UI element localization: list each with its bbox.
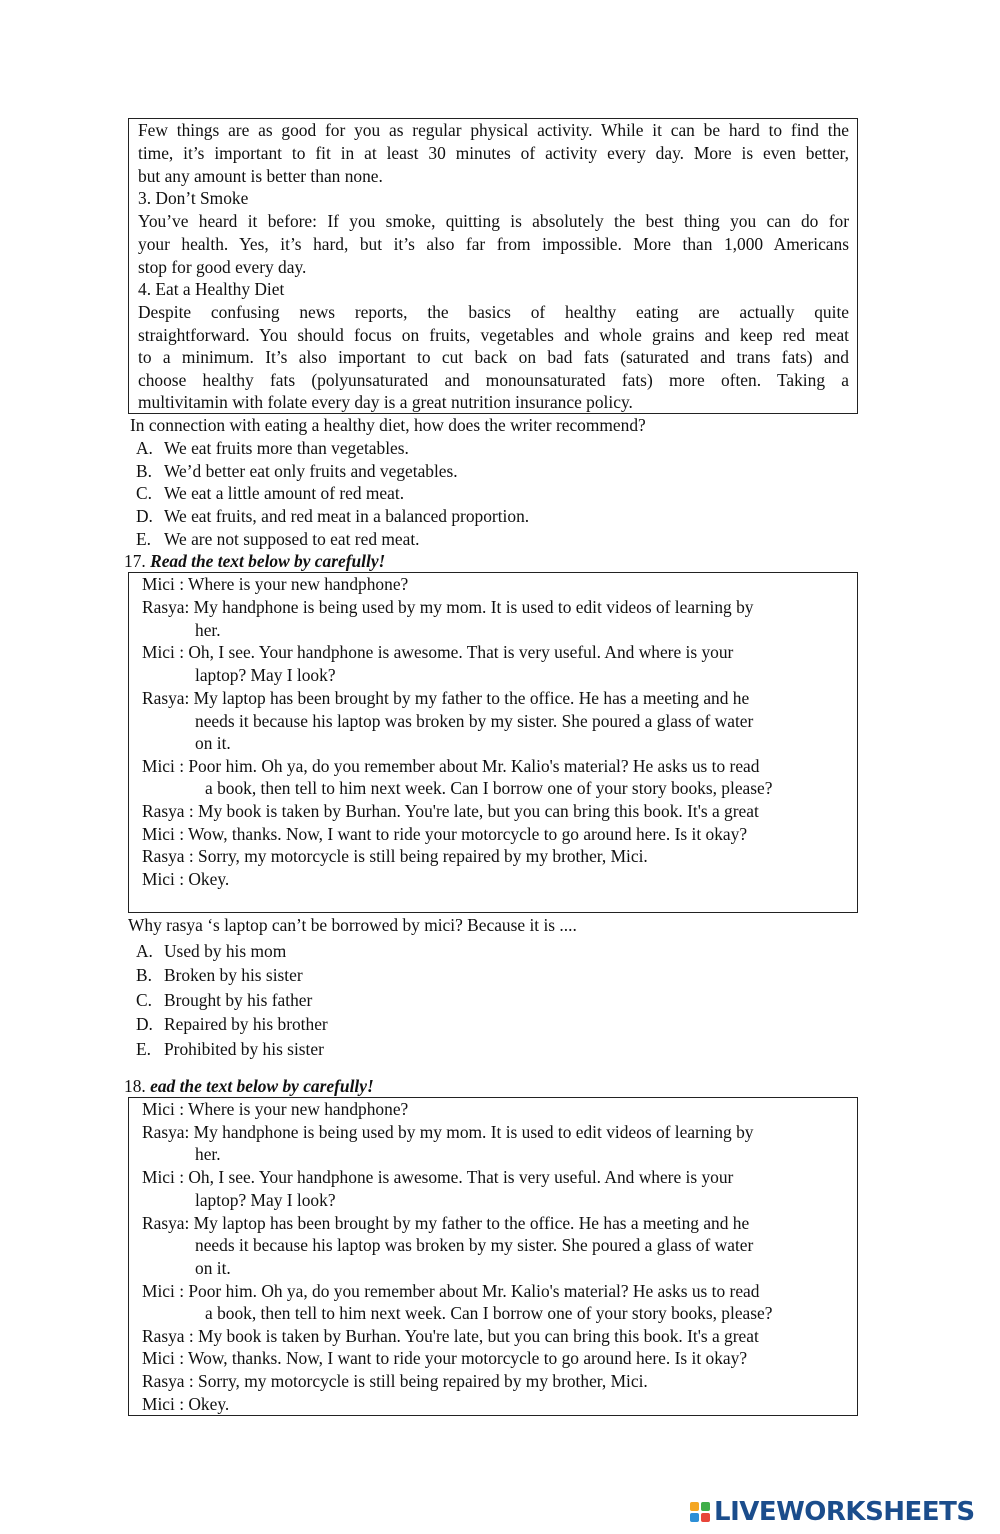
- logo-text: LIVEWORKSHEETS: [714, 1497, 975, 1527]
- dialog-line: needs it because his laptop was broken by my sister. She poured a glass of water: [195, 1235, 754, 1255]
- dialog-line: a book, then tell to him next week. Can I borrow one of your story books, please?: [205, 778, 773, 798]
- liveworksheets-logo-icon: [690, 1502, 710, 1522]
- passage-line: Despite confusing news reports, the basics of healthy eating are actually quite: [138, 302, 849, 322]
- dialog-line: Rasya: My laptop has been brought by my father to the office. He has a meeting and he: [142, 688, 750, 708]
- dialog-line: needs it because his laptop was broken by my sister. She poured a glass of water: [195, 711, 754, 731]
- option-text: We eat fruits more than vegetables.: [164, 438, 409, 458]
- question-instruction: Read the text below by carefully!: [150, 551, 386, 571]
- option-text: We are not supposed to eat red meat.: [164, 529, 420, 549]
- option-letter: B.: [136, 461, 152, 481]
- question-18-header: [124, 1075, 374, 1097]
- option-text: Brought by his father: [164, 990, 313, 1010]
- dialog-line: Rasya : Sorry, my motorcycle is still being repaired by my brother, Mici.: [142, 1371, 648, 1391]
- option-letter: A.: [136, 941, 153, 961]
- dialog-line: Rasya: My handphone is being used by my mom. It is used to edit videos of learning by: [142, 1122, 754, 1142]
- option-letter: B.: [136, 965, 152, 985]
- answer-option[interactable]: [136, 989, 312, 1011]
- dialog-line: Mici : Poor him. Oh ya, do you remember about Mr. Kalio's material? He asks us to read: [142, 756, 760, 776]
- answer-option[interactable]: [136, 1038, 324, 1060]
- dialog-line: on it.: [195, 1258, 231, 1278]
- dialog-line: Rasya: My handphone is being used by my mom. It is used to edit videos of learning by: [142, 597, 754, 617]
- answer-option[interactable]: [136, 460, 458, 482]
- passage-line: stop for good every day.: [138, 257, 307, 277]
- dialog-line: Rasya : My book is taken by Burhan. You're late, but you can bring this book. It's a great: [142, 1326, 759, 1346]
- passage-line: to a minimum. It’s also important to cut back on bad fats (saturated and trans fats) and: [138, 347, 849, 367]
- question-number: 17.: [124, 551, 146, 571]
- passage-line: Few things are as good for you as regular physical activity. While it can be hard to find the: [138, 120, 849, 140]
- dialog-line: Rasya: My laptop has been brought by my father to the office. He has a meeting and he: [142, 1213, 750, 1233]
- option-letter: E.: [136, 1039, 151, 1059]
- option-text: Broken by his sister: [164, 965, 303, 985]
- dialog-line: Rasya : Sorry, my motorcycle is still being repaired by my brother, Mici.: [142, 846, 648, 866]
- answer-option[interactable]: [136, 437, 409, 459]
- passage-heading: 4. Eat a Healthy Diet: [138, 279, 285, 299]
- answer-option[interactable]: [136, 940, 286, 962]
- dialog-line: a book, then tell to him next week. Can I borrow one of your story books, please?: [205, 1303, 773, 1323]
- option-letter: C.: [136, 990, 152, 1010]
- passage-line: multivitamin with folate every day is a great nutrition insurance policy.: [138, 392, 633, 412]
- dialog-line: her.: [195, 1144, 221, 1164]
- option-letter: C.: [136, 483, 152, 503]
- dialog-line: Mici : Okey.: [142, 869, 230, 889]
- option-text: Used by his mom: [164, 941, 287, 961]
- answer-option[interactable]: [136, 482, 404, 504]
- question-17-header: [124, 550, 385, 572]
- dialog-line: Mici : Okey.: [142, 1394, 230, 1414]
- question-number: 18.: [124, 1076, 146, 1096]
- option-letter: A.: [136, 438, 153, 458]
- answer-option[interactable]: [136, 505, 529, 527]
- dialog-line: Mici : Where is your new handphone?: [142, 1099, 409, 1119]
- answer-option[interactable]: [136, 964, 303, 986]
- dialog-line: Mici : Poor him. Oh ya, do you remember about Mr. Kalio's material? He asks us to read: [142, 1281, 760, 1301]
- dialog-line: laptop? May I look?: [195, 1190, 336, 1210]
- passage-line: You’ve heard it before: If you smoke, quitting is absolutely the best thing you can do for: [138, 211, 849, 231]
- dialog-line: her.: [195, 620, 221, 640]
- dialog-line: on it.: [195, 733, 231, 753]
- dialog-line: Mici : Oh, I see. Your handphone is awesome. That is very useful. And where is your: [142, 1167, 734, 1187]
- option-text: Repaired by his brother: [164, 1014, 328, 1034]
- question-16-text: In connection with eating a healthy diet, how does the writer recommend?: [130, 415, 646, 435]
- dialog-line: laptop? May I look?: [195, 665, 336, 685]
- answer-option[interactable]: [136, 528, 420, 550]
- dialog-line: Mici : Wow, thanks. Now, I want to ride your motorcycle to go around here. Is it okay?: [142, 824, 748, 844]
- option-letter: E.: [136, 529, 151, 549]
- passage-line: straightforward. You should focus on fruits, vegetables and whole grains and keep red meat: [138, 325, 849, 345]
- option-letter: D.: [136, 1014, 153, 1034]
- option-letter: D.: [136, 506, 153, 526]
- liveworksheets-logo[interactable]: [690, 1495, 975, 1529]
- question-instruction: ead the text below by carefully!: [150, 1076, 374, 1096]
- option-text: We eat fruits, and red meat in a balanced proportion.: [164, 506, 530, 526]
- passage-line: but any amount is better than none.: [138, 166, 383, 186]
- dialog-line: Mici : Oh, I see. Your handphone is awesome. That is very useful. And where is your: [142, 642, 734, 662]
- option-text: We eat a little amount of red meat.: [164, 483, 405, 503]
- dialog-line: Rasya : My book is taken by Burhan. You're late, but you can bring this book. It's a great: [142, 801, 759, 821]
- option-text: Prohibited by his sister: [164, 1039, 324, 1059]
- dialog-line: Mici : Wow, thanks. Now, I want to ride your motorcycle to go around here. Is it okay?: [142, 1348, 748, 1368]
- answer-option[interactable]: [136, 1013, 328, 1035]
- dialog-line: Mici : Where is your new handphone?: [142, 574, 409, 594]
- passage-heading: 3. Don’t Smoke: [138, 188, 249, 208]
- question-17-text: Why rasya ‘s laptop can’t be borrowed by mici? Because it is ....: [128, 915, 577, 935]
- passage-line: your health. Yes, it’s hard, but it’s also far from impossible. More than 1,000 Americans: [138, 234, 849, 254]
- passage-line: time, it’s important to fit in at least 30 minutes of activity every day. More is even better,: [138, 143, 849, 163]
- option-text: We’d better eat only fruits and vegetables.: [164, 461, 458, 481]
- passage-line: choose healthy fats (polyunsaturated and monounsaturated fats) more often. Taking a: [138, 370, 849, 390]
